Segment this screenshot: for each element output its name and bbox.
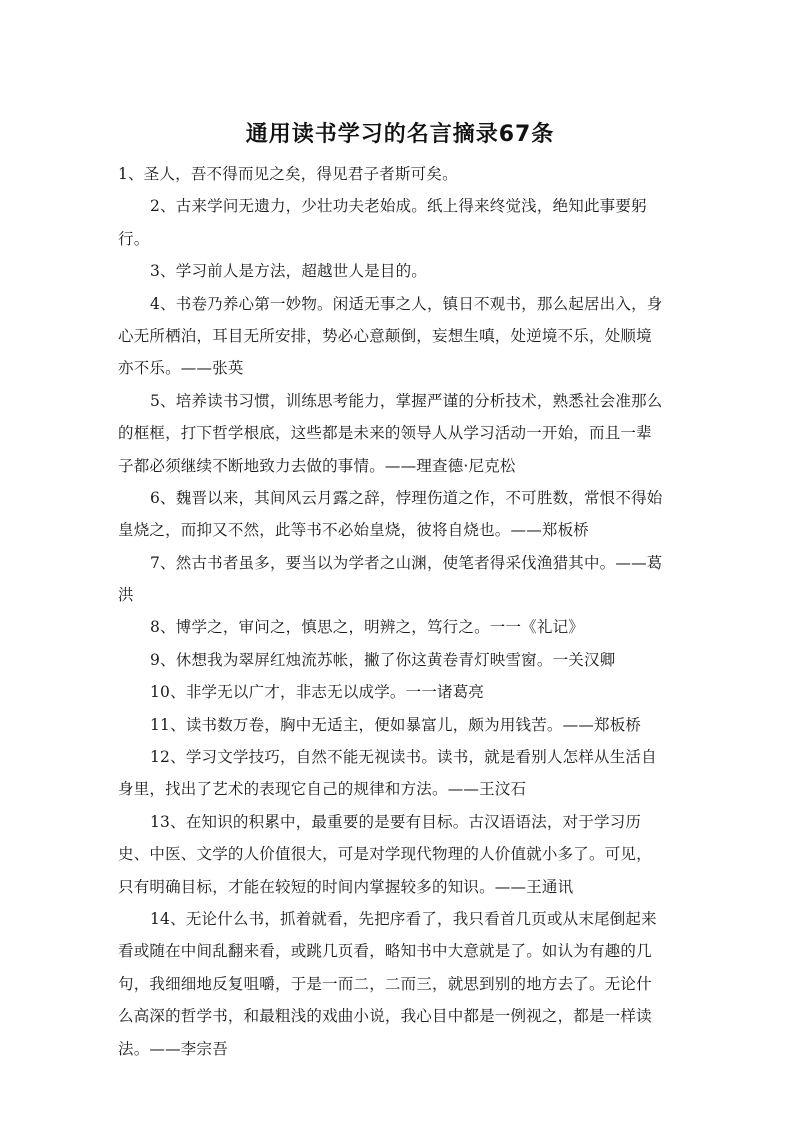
text-line: 2、古来学问无遗力，少壮功夫老始成。纸上得来终觉浅，绝知此事要躬 — [150, 197, 647, 216]
text-line: 1、圣人，吾不得而见之矣，得见君子者斯可矣。 — [118, 165, 458, 183]
text-line: 12、学习文学技巧，自然不能无视读书。读书，就是看别人怎样从生活自 — [150, 748, 657, 767]
text-line: 14、无论什么书，抓着就看，先把序看了，我只看首几页或从末尾倒起来 — [150, 909, 657, 928]
text-line: 身里，找出了艺术的表现它自己的规律和方法。——王汶石 — [118, 780, 527, 799]
text-line: 行。 — [118, 229, 150, 248]
text-line: 6、魏晋以来，其间风云月露之辞，悖理伤道之作，不可胜数，常恨不得始 — [150, 488, 663, 507]
text-line: 句，我细细地反复咀嚼，于是一而二，二而三，就思到别的地方去了。无论什 — [118, 974, 652, 993]
text-line: 4、书卷乃养心第一妙物。闲适无事之人，镇日不观书，那么起居出入，身 — [150, 294, 663, 313]
page-title: 通用读书学习的名言摘录67条 — [245, 122, 555, 147]
text-line: 5、培养读书习惯，训练思考能力，掌握严谨的分析技术，熟悉社会准那么 — [150, 391, 663, 410]
text-line: 亦不乐。——张英 — [118, 359, 244, 378]
text-line: 的框框，打下哲学根底，这些都是未来的领导人从学习活动一开始，而且一辈 — [118, 424, 652, 443]
text-line: 只有明确目标，才能在较短的时间内掌握较多的知识。——王通讯 — [118, 877, 574, 896]
text-line: 7、然古书者虽多，要当以为学者之山渊，使笔者得采伐渔猎其中。——葛 — [150, 553, 663, 572]
text-line: 看或随在中间乱翻来看，或跳几页看，略知书中大意就是了。如认为有趣的几 — [118, 942, 652, 961]
text-line: 10、非学无以广才，非志无以成学。一一诸葛亮 — [150, 683, 485, 702]
text-line: 洪 — [118, 586, 134, 605]
text-line: 么高深的哲学书，和最粗浅的戏曲小说，我心目中都是一例视之，都是一样读 — [118, 1007, 652, 1026]
text-line: 11、读书数万卷，胸中无适主，便如暴富儿，颇为用钱苦。——郑板桥 — [150, 715, 642, 734]
text-line: 史、中医、文学的人价值很大，可是对学现代物理的人价值就小多了。可见， — [118, 845, 652, 864]
text-line: 法。——李宗吾 — [118, 1039, 228, 1058]
text-line: 13、在知识的积累中，最重要的是要有目标。古汉语语法，对于学习历 — [150, 812, 642, 831]
text-line: 9、休想我为翠屏红烛流苏帐，撇了你这黄卷青灯映雪窗。一关汉卿 — [150, 650, 616, 669]
document-body — [118, 158, 678, 1065]
text-line: 3、学习前人是方法，超越世人是目的。 — [150, 262, 427, 281]
text-line: 心无所栖泊，耳目无所安排，势必心意颠倒，妄想生嗔，处逆境不乐，处顺境 — [118, 326, 652, 345]
text-line: 皇烧之，而抑又不然，此等书不必始皇烧，彼将自烧也。——郑板桥 — [118, 521, 590, 540]
text-line: 子都必须继续不断地致力去做的事情。——理查德·尼克松 — [118, 456, 516, 475]
text-line: 8、博学之，审问之，慎思之，明辨之，笃行之。一一《礼记》 — [150, 618, 584, 637]
